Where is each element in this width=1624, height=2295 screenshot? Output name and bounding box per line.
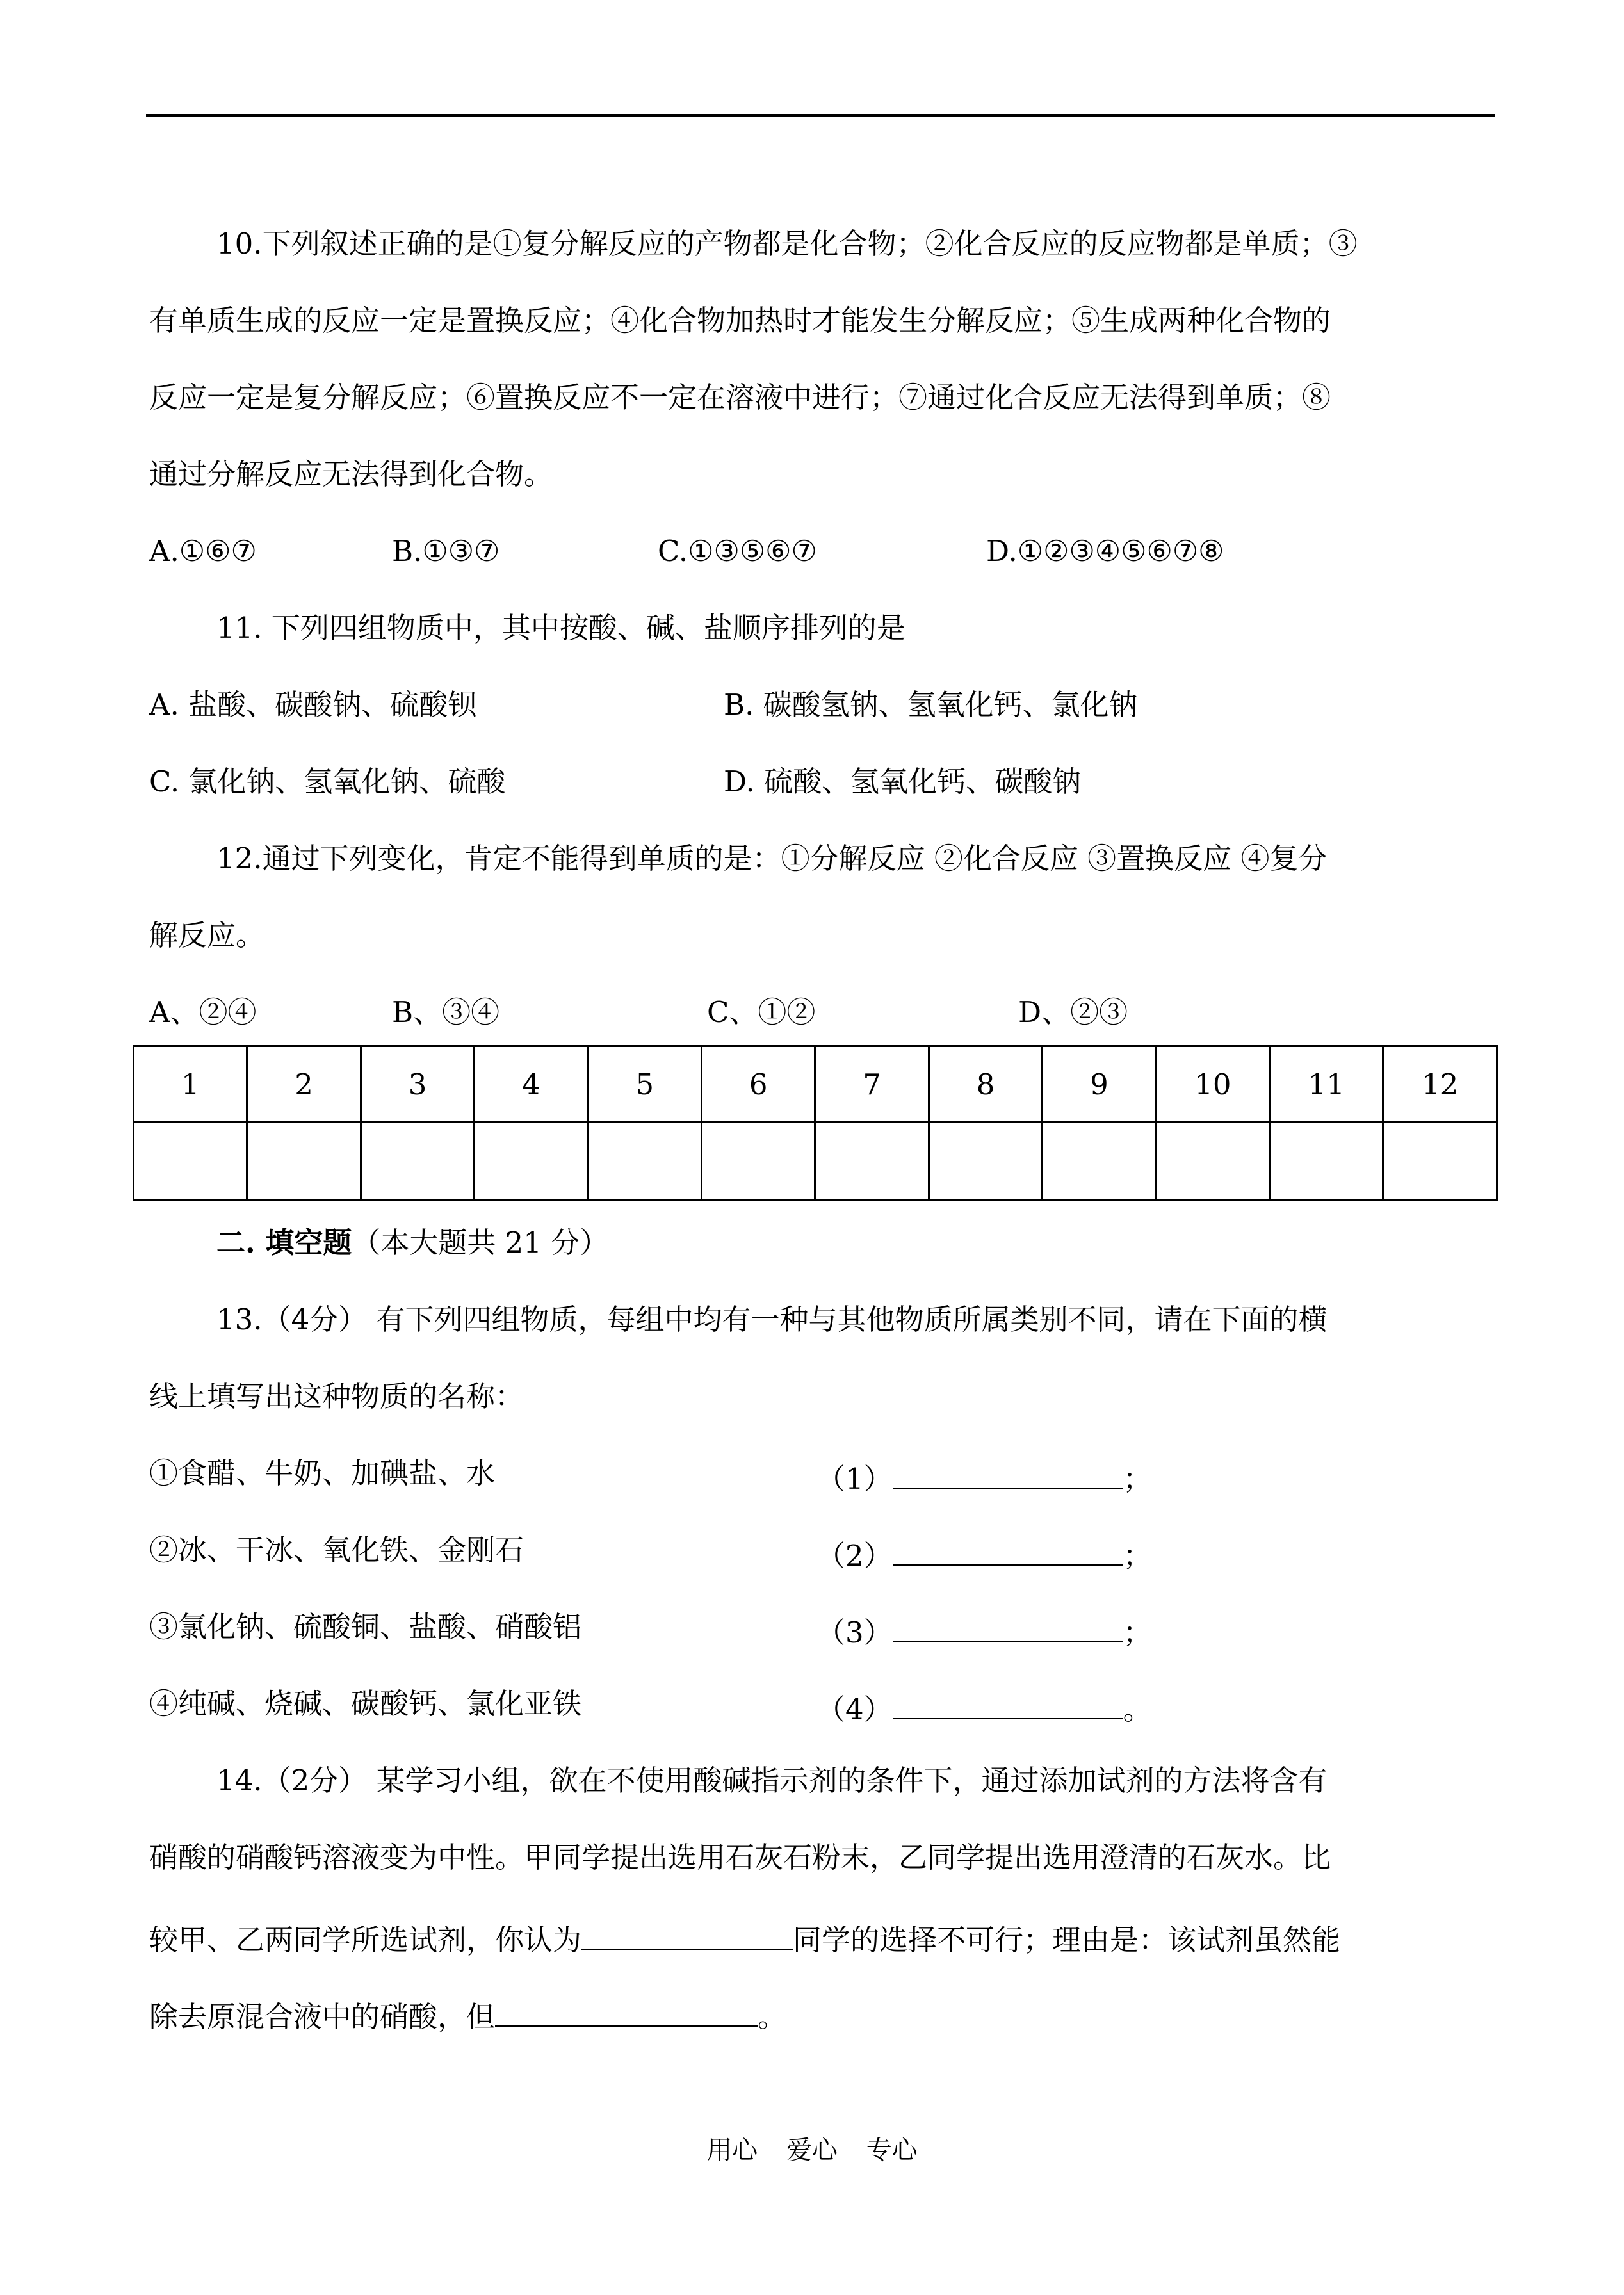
- q12-option-d: D、②③: [1018, 995, 1128, 1029]
- answer-table-header-row: [134, 1046, 1497, 1123]
- q10-option-b: B.①③⑦: [392, 534, 500, 568]
- answer-cell[interactable]: [1043, 1123, 1156, 1200]
- answer-table-header-cell: 2: [247, 1046, 361, 1123]
- answer-table-header-cell: 11: [1270, 1046, 1383, 1123]
- q10-option-d: D.①②③④⑤⑥⑦⑧: [986, 534, 1224, 568]
- answer-cell[interactable]: [475, 1123, 588, 1200]
- q14-line-3-start: 较甲、乙两同学所选试剂，你认为: [149, 1923, 582, 1957]
- answer-table-header-cell: 7: [815, 1046, 929, 1123]
- q13-item-4-end: 。: [1123, 1692, 1152, 1726]
- q12-line-1: 12.通过下列变化，肯定不能得到单质的是：①分解反应 ②化合反应 ③置换反应 ④复分: [216, 841, 1328, 875]
- q13-item-1-number: （1）: [816, 1462, 893, 1496]
- q14-line-4-start: 除去原混合液中的硝酸，但: [149, 2000, 496, 2034]
- q13-item-3-number: （3）: [816, 1616, 893, 1650]
- q11-option-a: A. 盐酸、碳酸钠、硫酸钡: [149, 688, 477, 722]
- q14-line-1: 14.（2分） 某学习小组，欲在不使用酸碱指示剂的条件下，通过添加试剂的方法将含有: [216, 1764, 1328, 1797]
- answer-table-header-cell: 10: [1156, 1046, 1269, 1123]
- answer-table-header-cell: 5: [588, 1046, 701, 1123]
- q13-item-3-end: ；: [1123, 1616, 1152, 1650]
- answer-table-header-cell: 1: [134, 1046, 247, 1123]
- answer-table-answer-row: [134, 1123, 1497, 1200]
- q13-answer-blank-4[interactable]: [893, 1689, 1123, 1719]
- q13-item-4-text: ④纯碱、烧碱、碳酸钙、氯化亚铁: [149, 1687, 582, 1721]
- q11-option-b: B. 碳酸氢钠、氢氧化钙、氯化钠: [724, 688, 1138, 722]
- q13-answer-blank-3[interactable]: [893, 1612, 1123, 1642]
- q10-option-c: C.①③⑤⑥⑦: [658, 534, 817, 568]
- section-heading: [216, 1226, 609, 1260]
- q13-item-2-answer: [816, 1536, 1152, 1573]
- q10-line-1: 10.下列叙述正确的是①复分解反应的产物都是化合物；②化合反应的反应物都是单质；③: [216, 227, 1358, 261]
- answer-table-header-cell: 4: [475, 1046, 588, 1123]
- answer-table-header-cell: 6: [702, 1046, 815, 1123]
- answer-cell[interactable]: [247, 1123, 361, 1200]
- header-rule: [146, 114, 1495, 117]
- q10-line-2: 有单质生成的反应一定是置换反应；④化合物加热时才能发生分解反应；⑤生成两种化合物的: [149, 304, 1331, 337]
- section-note: （本大题共 21 分）: [352, 1226, 609, 1260]
- answer-cell[interactable]: [702, 1123, 815, 1200]
- q13-line-2: 线上填写出这种物质的名称：: [149, 1379, 524, 1413]
- q14-line-2: 硝酸的硝酸钙溶液变为中性。甲同学提出选用石灰石粉末，乙同学提出选用澄清的石灰水。比: [149, 1840, 1331, 1874]
- q13-item-2-end: ；: [1123, 1539, 1152, 1573]
- q13-item-3-text: ③氯化钠、硫酸铜、盐酸、硝酸铝: [149, 1610, 582, 1644]
- q10-option-a: A.①⑥⑦: [149, 534, 257, 568]
- q13-item-2-text: ②冰、干冰、氧化铁、金刚石: [149, 1533, 524, 1567]
- answer-cell[interactable]: [361, 1123, 474, 1200]
- q13-item-1-end: ；: [1123, 1462, 1152, 1496]
- q11-option-c: C. 氯化钠、氢氧化钠、硫酸: [149, 765, 506, 799]
- q13-answer-blank-1[interactable]: [893, 1459, 1123, 1489]
- answer-cell[interactable]: [1156, 1123, 1269, 1200]
- answer-cell[interactable]: [1383, 1123, 1497, 1200]
- q14-line-3: [149, 1920, 1341, 1957]
- q14-line-4: [149, 1997, 787, 2034]
- answer-table-header-cell: 3: [361, 1046, 474, 1123]
- q14-line-3-end: 同学的选择不可行；理由是：该试剂虽然能: [793, 1923, 1341, 1957]
- q10-line-3: 反应一定是复分解反应；⑥置换反应不一定在溶液中进行；⑦通过化合反应无法得到单质；⑧: [149, 380, 1331, 414]
- page-footer: 用心 爱心 专心: [706, 2136, 918, 2165]
- q13-item-4-answer: [816, 1689, 1152, 1724]
- answer-table-header-cell: 9: [1043, 1046, 1156, 1123]
- q11-stem: 11. 下列四组物质中，其中按酸、碱、盐顺序排列的是: [216, 611, 905, 645]
- q11-option-d: D. 硫酸、氢氧化钙、碳酸钠: [724, 765, 1082, 799]
- q13-answer-blank-2[interactable]: [893, 1536, 1123, 1566]
- q12-option-c: C、①②: [707, 995, 816, 1029]
- answer-cell[interactable]: [588, 1123, 701, 1200]
- answer-table-header-cell: 8: [929, 1046, 1042, 1123]
- q13-item-2-number: （2）: [816, 1539, 893, 1573]
- answer-cell[interactable]: [929, 1123, 1042, 1200]
- answer-cell[interactable]: [815, 1123, 929, 1200]
- answer-table: [133, 1045, 1498, 1201]
- q13-item-1-answer: [816, 1459, 1152, 1496]
- q13-item-1-text: ①食醋、牛奶、加碘盐、水: [149, 1456, 496, 1490]
- answer-table-header-cell: 12: [1383, 1046, 1497, 1123]
- q13-line-1: 13.（4分） 有下列四组物质，每组中均有一种与其他物质所属类别不同，请在下面的横: [216, 1302, 1328, 1336]
- q13-item-4-number: （4）: [816, 1692, 893, 1726]
- q12-option-a: A、②④: [149, 995, 257, 1029]
- q14-answer-blank-2[interactable]: [495, 1997, 758, 2027]
- q12-option-b: B、③④: [392, 995, 500, 1029]
- q13-item-3-answer: [816, 1612, 1152, 1650]
- section-title: 二. 填空题: [216, 1226, 352, 1260]
- q12-line-2: 解反应。: [149, 918, 265, 952]
- q14-answer-blank-1[interactable]: [581, 1920, 793, 1950]
- answer-cell[interactable]: [134, 1123, 247, 1200]
- q14-line-4-end: 。: [758, 2000, 787, 2034]
- answer-cell[interactable]: [1270, 1123, 1383, 1200]
- q10-line-4: 通过分解反应无法得到化合物。: [149, 457, 553, 491]
